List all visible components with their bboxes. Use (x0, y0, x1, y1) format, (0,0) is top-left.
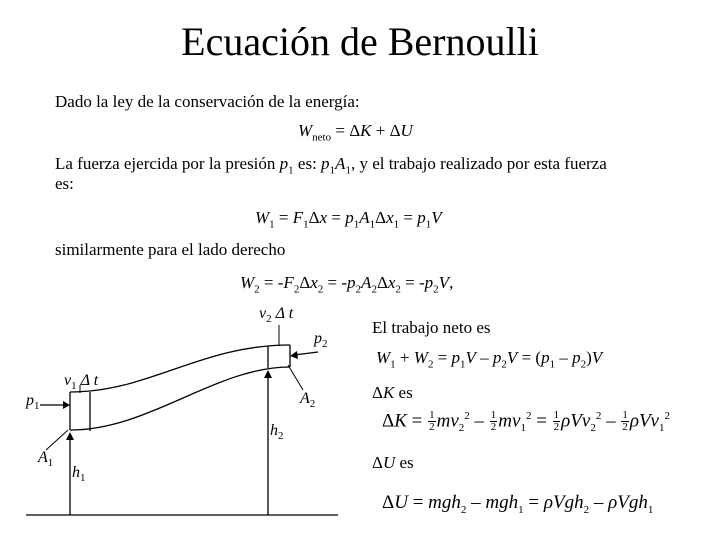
p2-arrow (294, 352, 318, 355)
similar-text: similarmente para el lado derecho (55, 240, 286, 259)
label-A1: $A_1$ (38, 449, 54, 470)
label-p2: $p_2$ (314, 330, 328, 351)
net-work-equation: $W_1 + W_2 = p_1V - p_2V = (p_1 - p_2)V$ (376, 348, 603, 371)
dU-equation: ΔU = mgh$_2$ – mgh$_1$ = ρVgh$_2$ – ρVgh$_1$ (382, 492, 654, 516)
dU-label: ΔU es (372, 453, 414, 472)
label-A2: $A_2$ (300, 390, 316, 411)
dK-equation: ΔK = $\frac{1}{2}$ $mv_2^2$ – $\frac{1}{2}$ $mv_1^2$ = $\frac{1}{2}$ ρVv$_2^2$ – $\frac{1}{2}$ ρVv$_1^2$ (382, 409, 670, 435)
intro-text: Dado la ley de la conservación de la energía: (55, 92, 360, 111)
w2-equation: $W_2 = -F_2\Delta x_2 = -p_2A_2\Delta x_2 = -p_2V$, (240, 273, 454, 296)
label-p1: $p_1$ (26, 392, 40, 413)
dK-label: ΔK es (372, 383, 413, 402)
label-v2dt: $v_2$ Δ t (259, 305, 294, 326)
label-h2: $h_2$ (270, 422, 284, 443)
force-text-line2: es: (55, 174, 74, 193)
label-h1: $h_1$ (72, 464, 86, 485)
force-text-line1: La fuerza ejercida por la presión $p_1$ es: $p_1A_1$, y el trabajo realizado por esta fuerza (55, 154, 607, 177)
A1-leader (46, 430, 68, 450)
label-v1dt: $v_1$ Δ t (64, 372, 99, 393)
page-title: Ecuación de Bernoulli (181, 19, 539, 64)
w1-equation: $W_1 = F_1\Delta x = p_1A_1\Delta x_1 = p_1V$ (255, 208, 442, 231)
A2-leader (288, 365, 303, 390)
pipe-bottom-wall (70, 367, 290, 430)
energy-equation: $W_{neto} = \Delta K + \Delta U$ (298, 121, 413, 144)
net-work-label: El trabajo neto es (372, 318, 491, 337)
pipe-top-wall (70, 345, 290, 392)
